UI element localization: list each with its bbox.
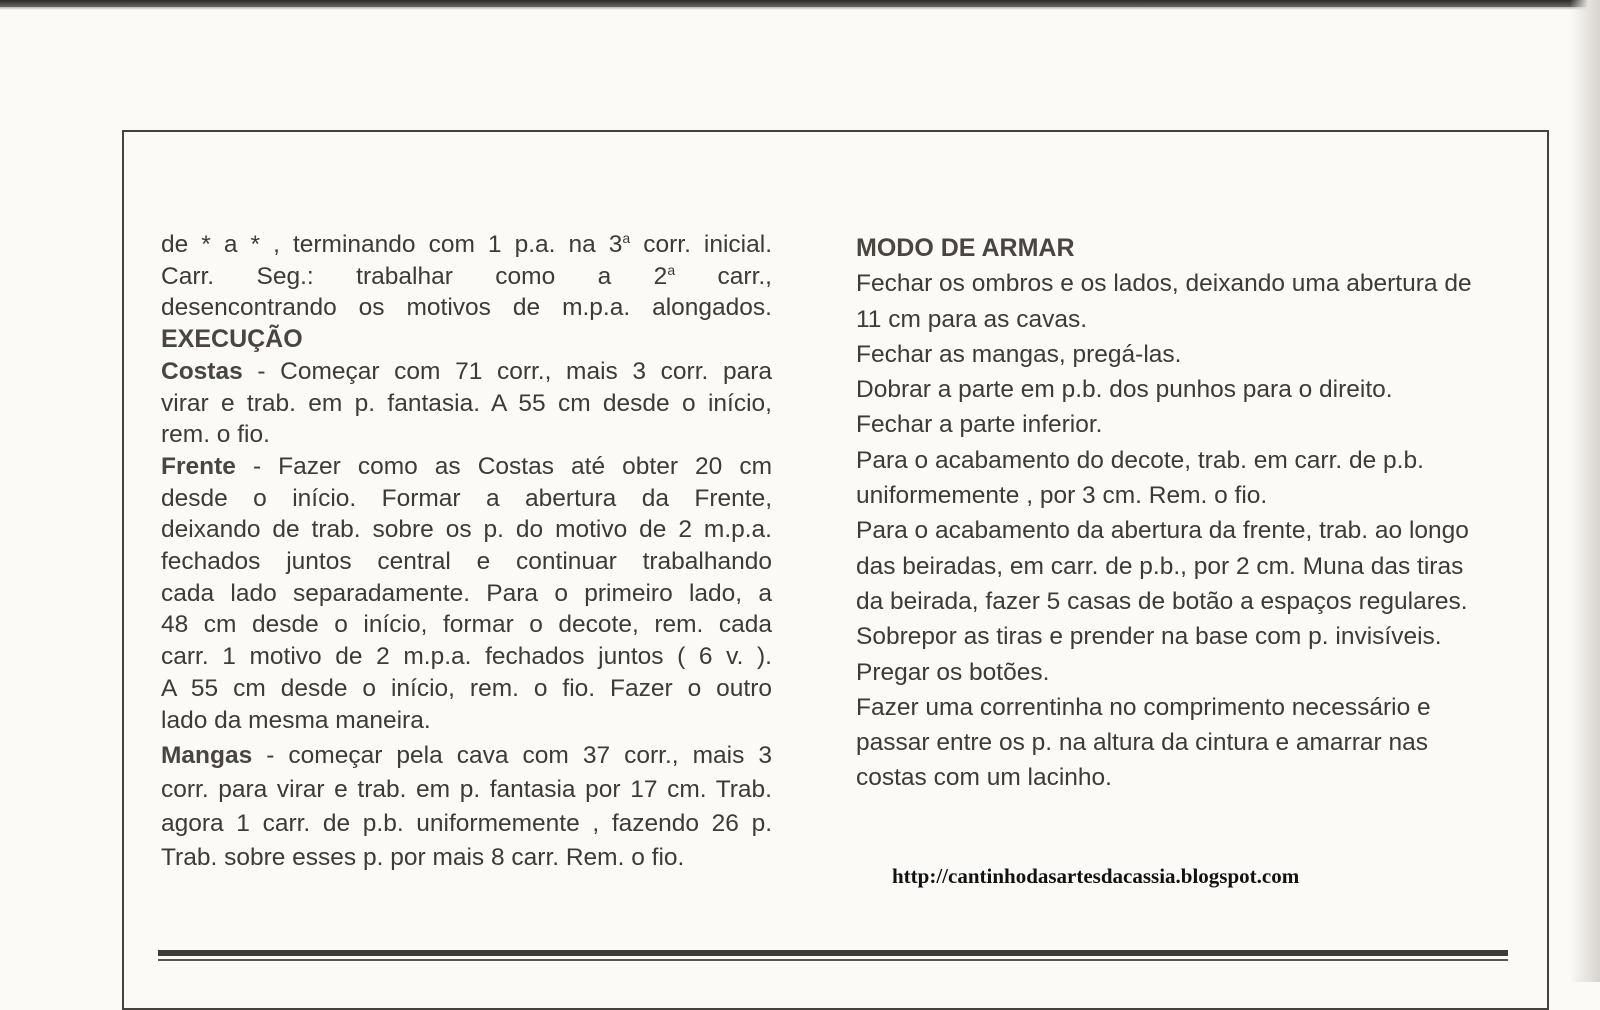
- text-line: Pregar os botões.: [856, 658, 1050, 686]
- text-line: rem. o fio.: [161, 421, 270, 449]
- text-line: Carr. Seg.: trabalhar como a 2$^a$ carr.,: [161, 261, 772, 290]
- text-line: corr. para virar e trab. em p. fantasia por 17 cm. Trab.: [161, 776, 772, 804]
- frente-label: Frente: [161, 452, 236, 480]
- text-line: virar e trab. em p. fantasia. A 55 cm desde o início,: [161, 389, 772, 417]
- costas-label: Costas: [161, 357, 243, 385]
- page-right-shadow: [1570, 0, 1600, 982]
- mangas-section: [161, 739, 772, 875]
- text-line: fechados juntos central e continuar trabalhando: [161, 548, 772, 576]
- text-line: Fechar as mangas, pregá-las.: [856, 340, 1182, 368]
- text-line: costas com um lacinho.: [856, 764, 1112, 792]
- text-line: Mangas - começar pela cava com 37 corr., mais 3: [161, 742, 772, 770]
- costas-section: [161, 356, 772, 451]
- text-line: desencontrando os motivos de m.p.a. alongados.: [161, 294, 772, 322]
- text-line: A 55 cm desde o início, rem. o fio. Fazer o outro: [161, 674, 772, 702]
- text-line: lado da mesma maneira.: [161, 706, 431, 734]
- text-line: Fazer uma correntinha no comprimento necessário e: [856, 693, 1431, 721]
- modo-de-armar-column: [856, 231, 1556, 796]
- text-line: agora 1 carr. de p.b. uniformemente , fazendo 26 p.: [161, 810, 772, 838]
- modo-de-armar-heading: MODO DE ARMAR: [856, 234, 1075, 262]
- page-top-edge: [0, 0, 1600, 7]
- text-line: uniformemente , por 3 cm. Rem. o fio.: [856, 482, 1268, 510]
- text-line: Fechar a parte inferior.: [856, 411, 1103, 439]
- text-line: cada lado separadamente. Para o primeiro lado, a: [161, 579, 772, 607]
- text-line: Fechar os ombros e os lados, deixando uma abertura de: [856, 270, 1472, 298]
- text-line: Costas - Começar com 71 corr., mais 3 corr. para: [161, 357, 772, 385]
- text-line: Frente - Fazer como as Costas até obter 20 cm: [161, 452, 772, 480]
- bottom-rule-thick: [158, 950, 1508, 956]
- text-line: 11 cm para as cavas.: [856, 305, 1088, 333]
- text-line: das beiradas, em carr. de p.b., por 2 cm. Muna das tiras: [856, 552, 1464, 580]
- text-line: desde o início. Formar a abertura da Frente,: [161, 484, 772, 512]
- text-line: 48 cm desde o início, formar o decote, rem. cada: [161, 611, 772, 639]
- text-line: da beirada, fazer 5 casas de botão a espaços regulares.: [856, 587, 1468, 615]
- text-line: carr. 1 motivo de 2 m.p.a. fechados juntos ( 6 v. ).: [161, 643, 772, 671]
- instructions-left-column: [161, 229, 772, 875]
- bottom-rule-thin: [158, 959, 1508, 961]
- mangas-label: Mangas: [161, 742, 253, 770]
- text-line: Sobrepor as tiras e prender na base com p. invisíveis.: [856, 623, 1442, 651]
- text-line: Dobrar a parte em p.b. dos punhos para o direito.: [856, 376, 1393, 404]
- execucao-heading: EXECUÇÃO: [161, 325, 303, 354]
- blog-url-watermark: http://cantinhodasartesdacassia.blogspot.com: [892, 864, 1300, 888]
- text-line: de * a * , terminando com 1 p.a. na 3$^a$ corr. inicial.: [161, 230, 772, 258]
- frente-section: [161, 451, 772, 736]
- text-line: Para o acabamento do decote, trab. em carr. de p.b.: [856, 446, 1424, 474]
- text-line: Trab. sobre esses p. por mais 8 carr. Rem. o fio.: [161, 844, 685, 872]
- text-line: deixando de trab. sobre os p. do motivo de 2 m.p.a.: [161, 516, 772, 544]
- page-top-shadow: [0, 7, 1600, 10]
- text-line: passar entre os p. na altura da cintura e amarrar nas: [856, 729, 1428, 757]
- text-line: Para o acabamento da abertura da frente, trab. ao longo: [856, 517, 1469, 545]
